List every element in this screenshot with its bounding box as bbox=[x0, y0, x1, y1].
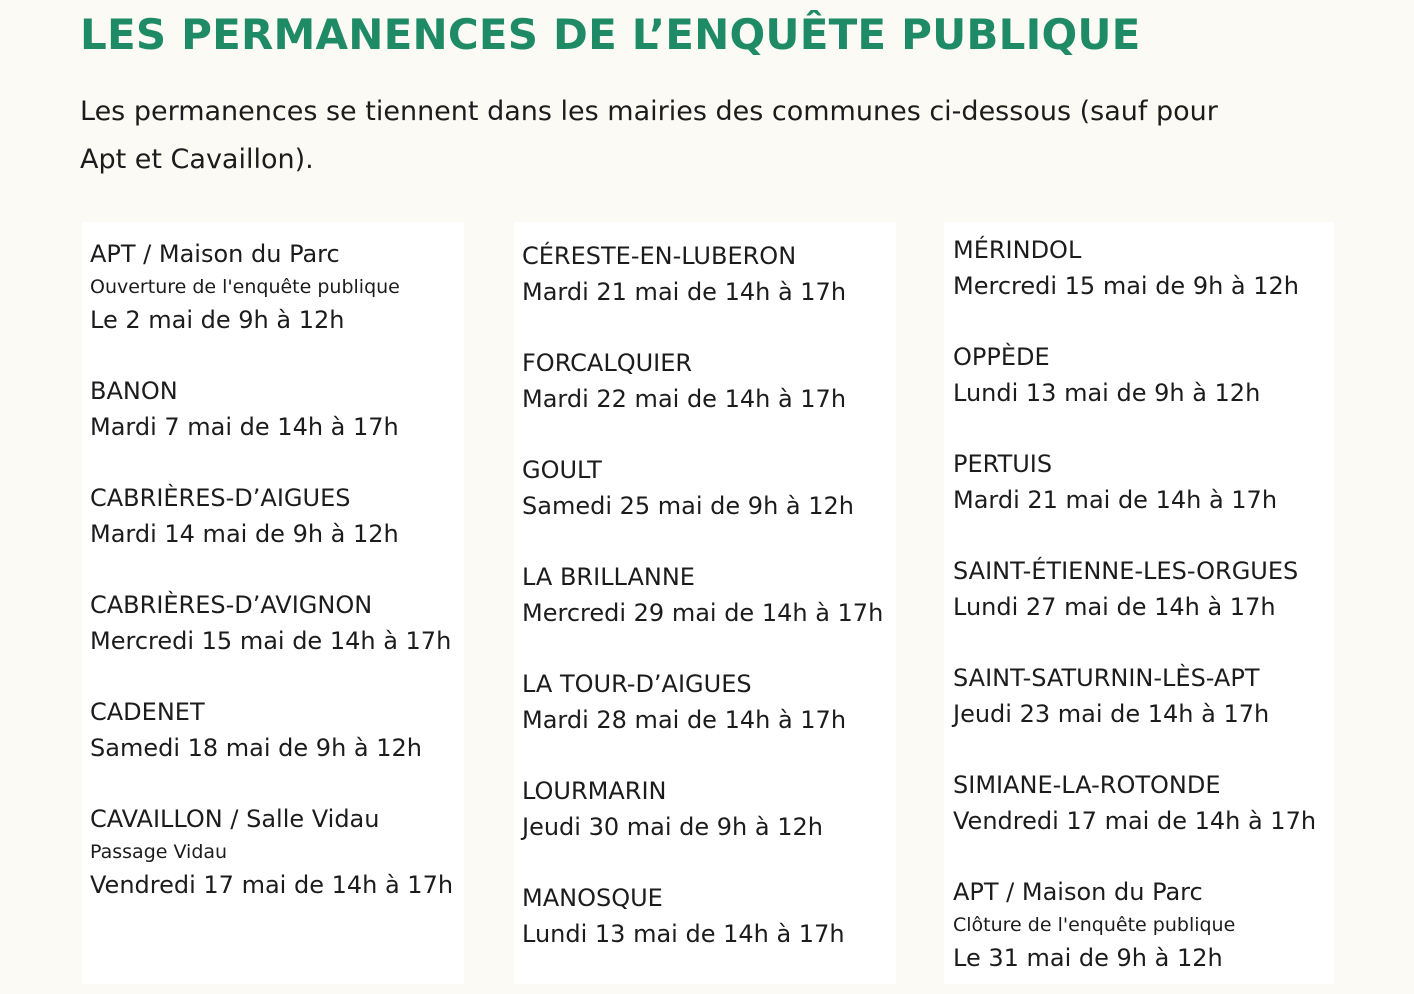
commune-name: OPPÈDE bbox=[953, 343, 1050, 371]
schedule-entry bbox=[90, 373, 464, 445]
session-date: Mercredi 15 mai de 14h à 17h bbox=[90, 627, 452, 655]
session-date: Mercredi 15 mai de 9h à 12h bbox=[953, 272, 1300, 300]
schedule-entry bbox=[522, 880, 896, 952]
session-date: Mardi 7 mai de 14h à 17h bbox=[90, 413, 399, 441]
commune-name: CABRIÈRES-D’AVIGNON bbox=[90, 591, 373, 619]
schedule-entry bbox=[522, 452, 896, 524]
commune-name: SAINT-ÉTIENNE-LES-ORGUES bbox=[953, 557, 1299, 585]
commune-name: MANOSQUE bbox=[522, 884, 663, 912]
schedule-entry bbox=[953, 553, 1334, 625]
session-date: Lundi 27 mai de 14h à 17h bbox=[953, 593, 1276, 621]
session-date: Vendredi 17 mai de 14h à 17h bbox=[953, 807, 1317, 835]
session-date: Jeudi 23 mai de 14h à 17h bbox=[953, 700, 1270, 728]
commune-name: PERTUIS bbox=[953, 450, 1053, 478]
schedule-entry bbox=[90, 694, 464, 766]
schedule-entry bbox=[90, 801, 464, 903]
commune-name: CAVAILLON / Salle Vidau bbox=[90, 805, 380, 833]
session-date: Mardi 21 mai de 14h à 17h bbox=[953, 486, 1278, 514]
session-date: Le 31 mai de 9h à 12h bbox=[953, 944, 1223, 972]
schedule-entry bbox=[953, 232, 1334, 304]
schedule-entry bbox=[522, 238, 896, 310]
page-title: LES PERMANENCES DE L’ENQUÊTE PUBLIQUE bbox=[80, 10, 1141, 59]
session-date: Jeudi 30 mai de 9h à 12h bbox=[522, 813, 823, 841]
schedule-entry bbox=[953, 446, 1334, 518]
schedule-column-2 bbox=[514, 222, 896, 984]
commune-name: LA TOUR-D’AIGUES bbox=[522, 670, 752, 698]
schedule-entry bbox=[522, 773, 896, 845]
schedule-entry bbox=[953, 339, 1334, 411]
commune-name: CADENET bbox=[90, 698, 205, 726]
commune-name: CÉRESTE-EN-LUBERON bbox=[522, 242, 797, 270]
commune-name: FORCALQUIER bbox=[522, 349, 693, 377]
commune-name: MÉRINDOL bbox=[953, 236, 1082, 264]
entry-note: Clôture de l'enquête publique bbox=[953, 914, 1236, 936]
entry-note: Passage Vidau bbox=[90, 841, 228, 863]
session-date: Mardi 22 mai de 14h à 17h bbox=[522, 385, 847, 413]
schedule-entry bbox=[522, 559, 896, 631]
schedule-entry bbox=[953, 874, 1334, 976]
session-date: Mardi 21 mai de 14h à 17h bbox=[522, 278, 847, 306]
commune-name: LA BRILLANNE bbox=[522, 563, 695, 591]
session-date: Mardi 28 mai de 14h à 17h bbox=[522, 706, 847, 734]
commune-name: SIMIANE-LA-ROTONDE bbox=[953, 771, 1221, 799]
schedule-entry bbox=[90, 480, 464, 552]
session-date: Vendredi 17 mai de 14h à 17h bbox=[90, 871, 454, 899]
commune-name: APT / Maison du Parc bbox=[953, 878, 1203, 906]
session-date: Mercredi 29 mai de 14h à 17h bbox=[522, 599, 884, 627]
schedule-entry bbox=[522, 345, 896, 417]
session-date: Lundi 13 mai de 9h à 12h bbox=[953, 379, 1261, 407]
entry-note: Ouverture de l'enquête publique bbox=[90, 276, 400, 298]
intro-text: Les permanences se tiennent dans les mairies des communes ci-dessous (sauf pour Apt et Cavaillon). bbox=[80, 96, 1218, 175]
commune-name: CABRIÈRES-D’AIGUES bbox=[90, 484, 351, 512]
schedule-entry bbox=[522, 666, 896, 738]
commune-name: GOULT bbox=[522, 456, 602, 484]
commune-name: APT / Maison du Parc bbox=[90, 240, 340, 268]
session-date: Mardi 14 mai de 9h à 12h bbox=[90, 520, 399, 548]
schedule-entry bbox=[953, 660, 1334, 732]
schedule-entry bbox=[953, 767, 1334, 839]
schedule-column-3 bbox=[944, 222, 1334, 984]
session-date: Lundi 13 mai de 14h à 17h bbox=[522, 920, 845, 948]
schedule-entry bbox=[90, 236, 464, 338]
commune-name: LOURMARIN bbox=[522, 777, 667, 805]
session-date: Samedi 25 mai de 9h à 12h bbox=[522, 492, 854, 520]
commune-name: SAINT-SATURNIN-LÈS-APT bbox=[953, 664, 1260, 692]
schedule-column-1 bbox=[82, 222, 464, 984]
schedule-entry bbox=[90, 587, 464, 659]
commune-name: BANON bbox=[90, 377, 178, 405]
session-date: Le 2 mai de 9h à 12h bbox=[90, 306, 345, 334]
session-date: Samedi 18 mai de 9h à 12h bbox=[90, 734, 422, 762]
